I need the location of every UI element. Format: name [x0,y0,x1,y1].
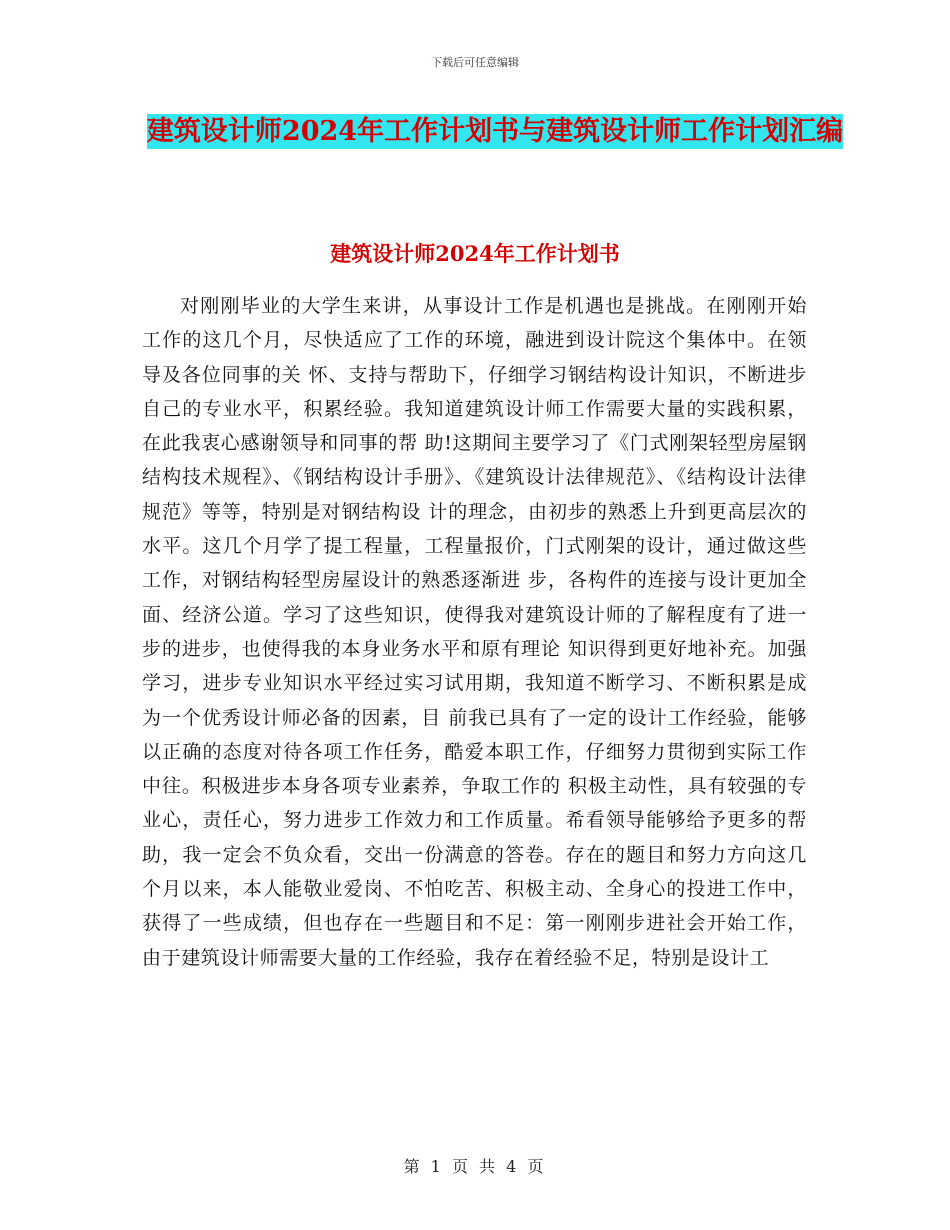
body-paragraph: 对刚刚毕业的大学生来讲，从事设计工作是机遇也是挑战。在刚刚开始工作的这几个月，尽快适应了工作的环境，融进到设计院这个集体中。在领导及各位同事的关 怀、支持与帮助下，仔细学习钢结构设计知识，不断进步自己的专业水平，积累经验。我知道建筑设计师工作需要大量的实践积累，在此我衷心感谢领导和同事的帮 助!这期间主要学习了《门式刚架轻型房屋钢结构技术规程》、《钢结构设计手册》、《建筑设计法律规范》、《结构设计法律规范》等等，特别是对钢结构设 计的理念，由初步的熟悉上升到更高层次的水平。这几个月学了提工程量，工程量报价，门式刚架的设计，通过做这些工作，对钢结构轻型房屋设计的熟悉逐渐进 步，各构件的连接与设计更加全面、经济公道。学习了这些知识，使得我对建筑设计师的了解程度有了进一步的进步，也使得我的本身业务水平和原有理论 知识得到更好地补充。加强学习，进步专业知识水平经过实习试用期，我知道不断学习、不断积累是成为一个优秀设计师必备的因素，目 前我已具有了一定的设计工作经验，能够以正确的态度对待各项工作任务，酷爱本职工作，仔细努力贯彻到实际工作中往。积极进步本身各项专业素养，争取工作的 积极主动性，具有较强的专业心，责任心，努力进步工作效力和工作质量。希看领导能够给予更多的帮助，我一定会不负众看，交出一份满意的答卷。存在的题目和努力方向这几个月以来，本人能敬业爱岗、不怕吃苦、积极主动、全身心的投进工作中，获得了一些成绩，但也存在一些题目和不足：第一刚刚步进社会开始工作，由于建筑设计师需要大量的工作经验，我存在着经验不足，特别是设计工 [142,295,807,969]
document-title-text: 建筑设计师2024年工作计划书与建筑设计师工作计划汇编 [146,116,844,147]
section-title: 建筑设计师2024年工作计划书 [330,241,620,266]
document-title [140,110,850,154]
header-note: 下载后可任意编辑 [431,56,519,69]
page-footer: 第 1 页 共 4 页 [403,1157,547,1176]
